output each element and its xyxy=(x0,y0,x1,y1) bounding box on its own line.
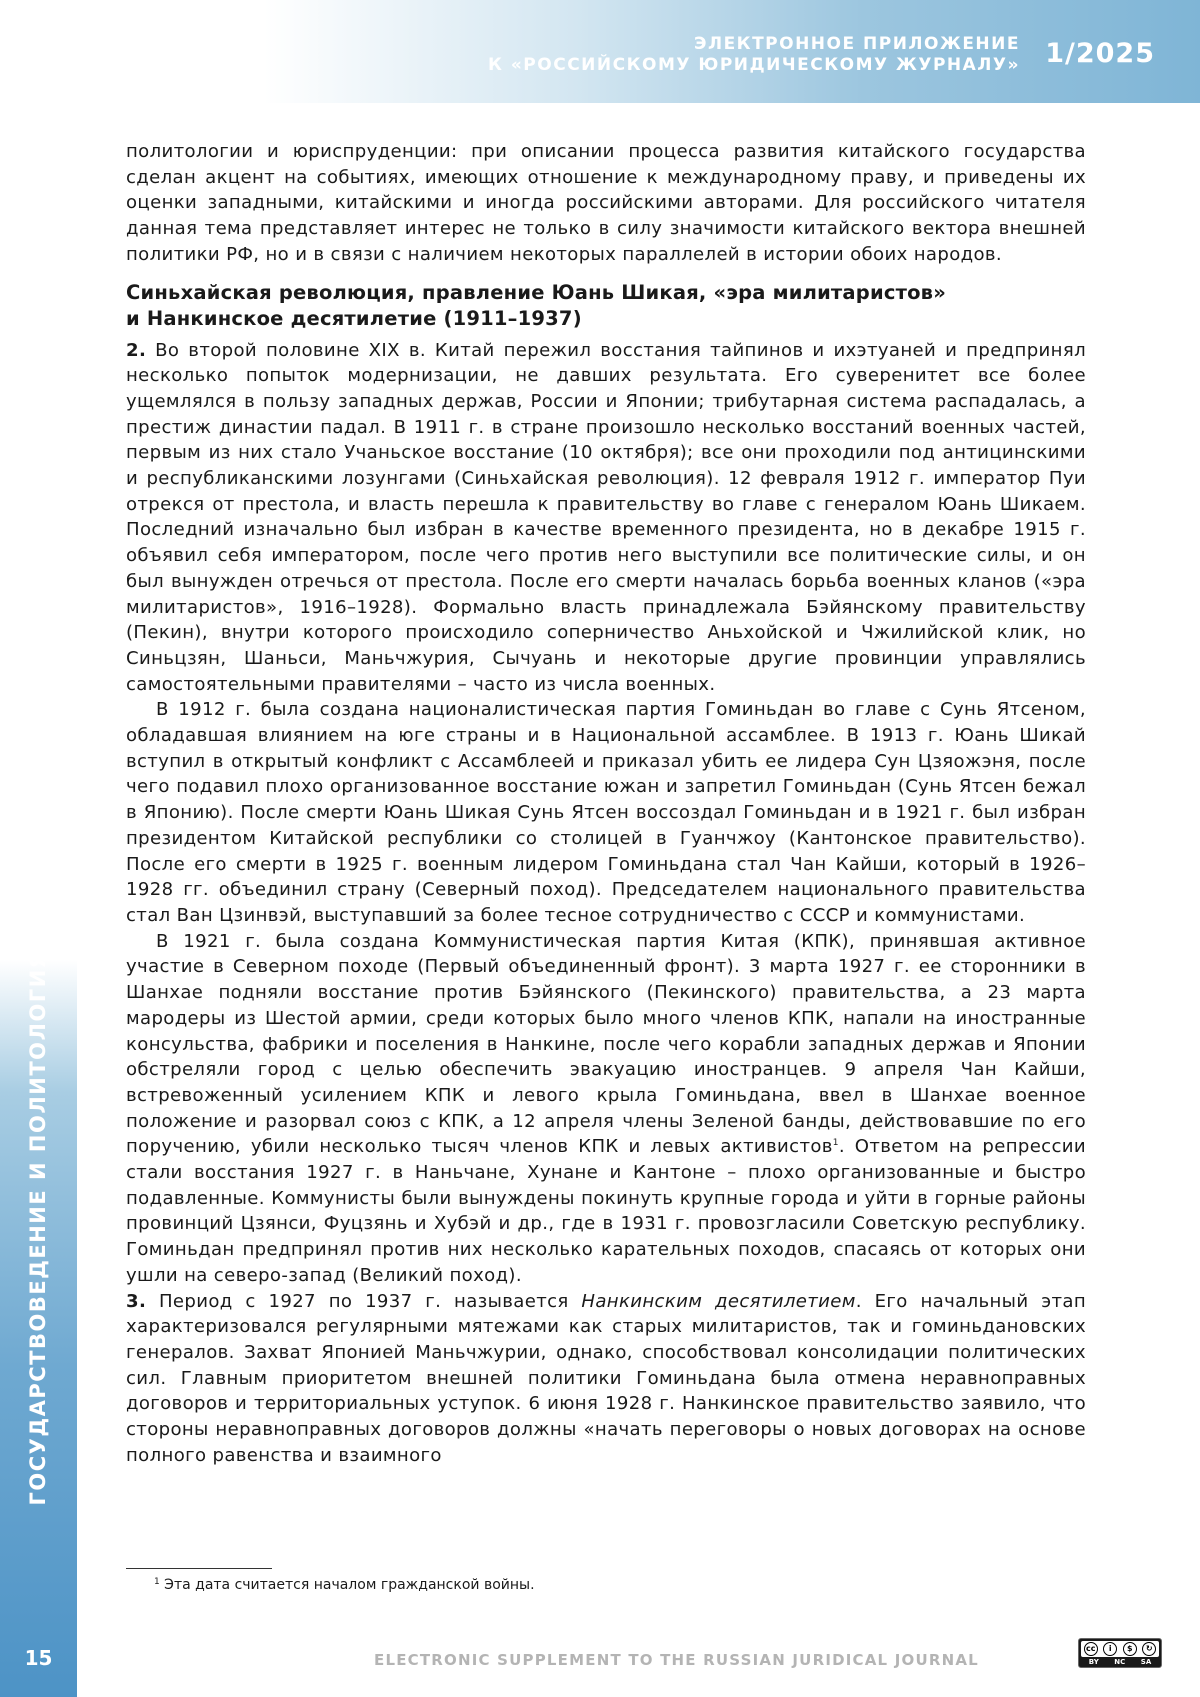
cc-label-nc: NC xyxy=(1114,1658,1125,1667)
page-number: 15 xyxy=(0,1646,77,1670)
cc-icon: cc xyxy=(1084,1642,1098,1656)
article-body xyxy=(126,139,1086,1468)
paragraph-text: . Его начальный этап характеризовался регулярными мятежами как старых милитаристов, так и гоминьдановских генералов. Захват Японией Маньчжурии, однако, способствовал консолидации политических сил. Главным приоритетом внешней политики Гоминьдана была отмена неравноправных договоров и территориальных уступок. 6 июня 1928 г. Нанкинское правительство заявило, что стороны неравноправных договоров должны «начать переговоры о новых договорах на основе полного равенства и взаимного xyxy=(126,1291,1086,1466)
intro-paragraph: политологии и юриспруденции: при описании процесса развития китайского государства сделан акцент на событиях, имеющих отношение к международному праву, и приведены их оценки западными, китайскими и иногда российскими авторами. Для российского читателя данная тема представляет интерес не только в силу значимости китайского вектора внешней политики РФ, но и в связи с наличием некоторых параллелей в истории обоих народов. xyxy=(126,139,1086,268)
issue-number: 1/2025 xyxy=(1045,38,1155,69)
paragraph-2 xyxy=(126,338,1086,698)
cc-license-icons xyxy=(1081,1641,1159,1657)
page-header-band xyxy=(0,0,1200,103)
footnote-separator xyxy=(126,1568,272,1569)
journal-title-line2: К «РОССИЙСКОМУ ЮРИДИЧЕСКОМУ ЖУРНАЛУ» xyxy=(488,55,1020,76)
section-heading xyxy=(126,280,1086,332)
footnote xyxy=(154,1577,535,1593)
cc-license-labels xyxy=(1081,1658,1159,1667)
nc-icon: $ xyxy=(1123,1642,1137,1656)
sa-icon: ↻ xyxy=(1142,1642,1156,1656)
footnote-text: Эта дата считается началом гражданской войны. xyxy=(160,1577,535,1593)
footer-journal-name: ELECTRONIC SUPPLEMENT TO THE RUSSIAN JURIDICAL JOURNAL xyxy=(374,1651,979,1669)
footnote-reference[interactable]: 1 xyxy=(833,1138,839,1148)
paragraph-number: 2. xyxy=(126,340,146,361)
footnote-number: 1 xyxy=(154,1577,160,1587)
paragraph-3 xyxy=(126,1289,1086,1469)
paragraph-text: Период с 1927 по 1937 г. называется xyxy=(146,1291,581,1312)
cc-license-badge[interactable] xyxy=(1078,1638,1162,1668)
paragraph-1921 xyxy=(126,929,1086,1289)
cc-label-by: BY xyxy=(1089,1658,1099,1667)
emphasis-term: Нанкинским десятилетием xyxy=(581,1291,855,1312)
paragraph-text: Во второй половине XIX в. Китай пережил восстания тайпинов и ихэтуаней и предпринял несколько попыток модернизации, не давших результата. Его суверенитет все более ущемлялся в пользу западных держав, России и Японии; трибутарная система распадалась, а престиж династии падал. В 1911 г. в стране произошло несколько восстаний военных частей, первым из них стало Учаньское восстание (10 октября); все они проходили под антицинскими и республиканскими лозунгами (Синьхайская революция). 12 февраля 1912 г. император Пуи отрекся от престола, и власть перешла к правительству во главе с генералом Юань Шикаем. Последний изначально был избран в качестве временного президента, но в декабре 1915 г. объявил себя императором, после чего против него выступили все политические силы, и он был вынужден отречься от престола. После его смерти началась борьба военных кланов («эра милитаристов», 1916–1928). Формально власть принадлежала Бэйянскому правительству (Пекин), внутри которого происходило соперничество Аньхойской и Чжилийской клик, но Синьцзян, Шаньси, Маньчжурия, Сычуань и некоторые другие провинции управлялись самостоятельными правителями – часто из числа военных. xyxy=(126,340,1086,695)
journal-title xyxy=(488,34,1020,76)
paragraph-number: 3. xyxy=(126,1291,146,1312)
paragraph-1912: В 1912 г. была создана националистическая партия Гоминьдан во главе с Сунь Ятсеном, обладавшая влиянием на юге страны и в Национальной ассамблее. В 1913 г. Юань Шикай вступил в открытый конфликт с Ассамблеей и приказал убить ее лидера Сун Цзяожэня, после чего подавил плохо организованное восстание южан и запретил Гоминьдан (Сунь Ятсен бежал в Японию). После смерти Юань Шикая Сунь Ятсен воссоздал Гоминьдан и в 1921 г. был избран президентом Китайской республики со столицей в Гуанчжоу (Кантонское правительство). После его смерти в 1925 г. военным лидером Гоминьдана стал Чан Кайши, который в 1926–1928 гг. объединил страну (Северный поход). Председателем национального правительства стал Ван Цзинвэй, выступавший за более тесное сотрудничество с СССР и коммунистами. xyxy=(126,697,1086,928)
paragraph-text: . Ответом на репрессии стали восстания 1927 г. в Наньчане, Хунане и Кантоне – плохо организованные и быстро подавленные. Коммунисты были вынуждены покинуть крупные города и уйти в горные районы провинций Цзянси, Фуцзянь и Хубэй и др., где в 1931 г. провозгласили Советскую республику. Гоминьдан предпринял против них несколько карательных походов, спасаясь от которых они ушли на северо-запад (Великий поход). xyxy=(126,1136,1086,1286)
paragraph-text: В 1921 г. была создана Коммунистическая партия Китая (КПК), принявшая активное участие в Северном походе (Первый объединенный фронт). 3 марта 1927 г. ее сторонники в Шанхае подняли восстание против Бэйянского (Пекинского) правительства, а 23 марта мародеры из Шестой армии, среди которых было много членов КПК, напали на иностранные консульства, фабрики и поселения в Нанкине, после чего корабли западных держав и Японии обстреляли город с целью обеспечить эвакуацию иностранцев. 9 апреля Чан Кайши, встревоженный усилением КПК и левого крыла Гоминьдана, ввел в Шанхае военное положение и разорвал союз с КПК, а 12 апреля члены Зеленой банды, действовавшие по его поручению, убили несколько тысяч членов КПК и левых активистов xyxy=(126,931,1086,1158)
journal-title-line1: ЭЛЕКТРОННОЕ ПРИЛОЖЕНИЕ xyxy=(488,34,1020,55)
section-title-vertical: ГОСУДАРСТВОВЕДЕНИЕ И ПОЛИТОЛОГИЯ xyxy=(26,951,50,1506)
cc-label-sa: SA xyxy=(1141,1658,1151,1667)
section-heading-line2: и Нанкинское десятилетие (1911–1937) xyxy=(126,307,582,330)
by-icon: i xyxy=(1103,1642,1117,1656)
section-heading-line1: Синьхайская революция, правление Юань Шикая, «эра милитаристов» xyxy=(126,281,946,304)
